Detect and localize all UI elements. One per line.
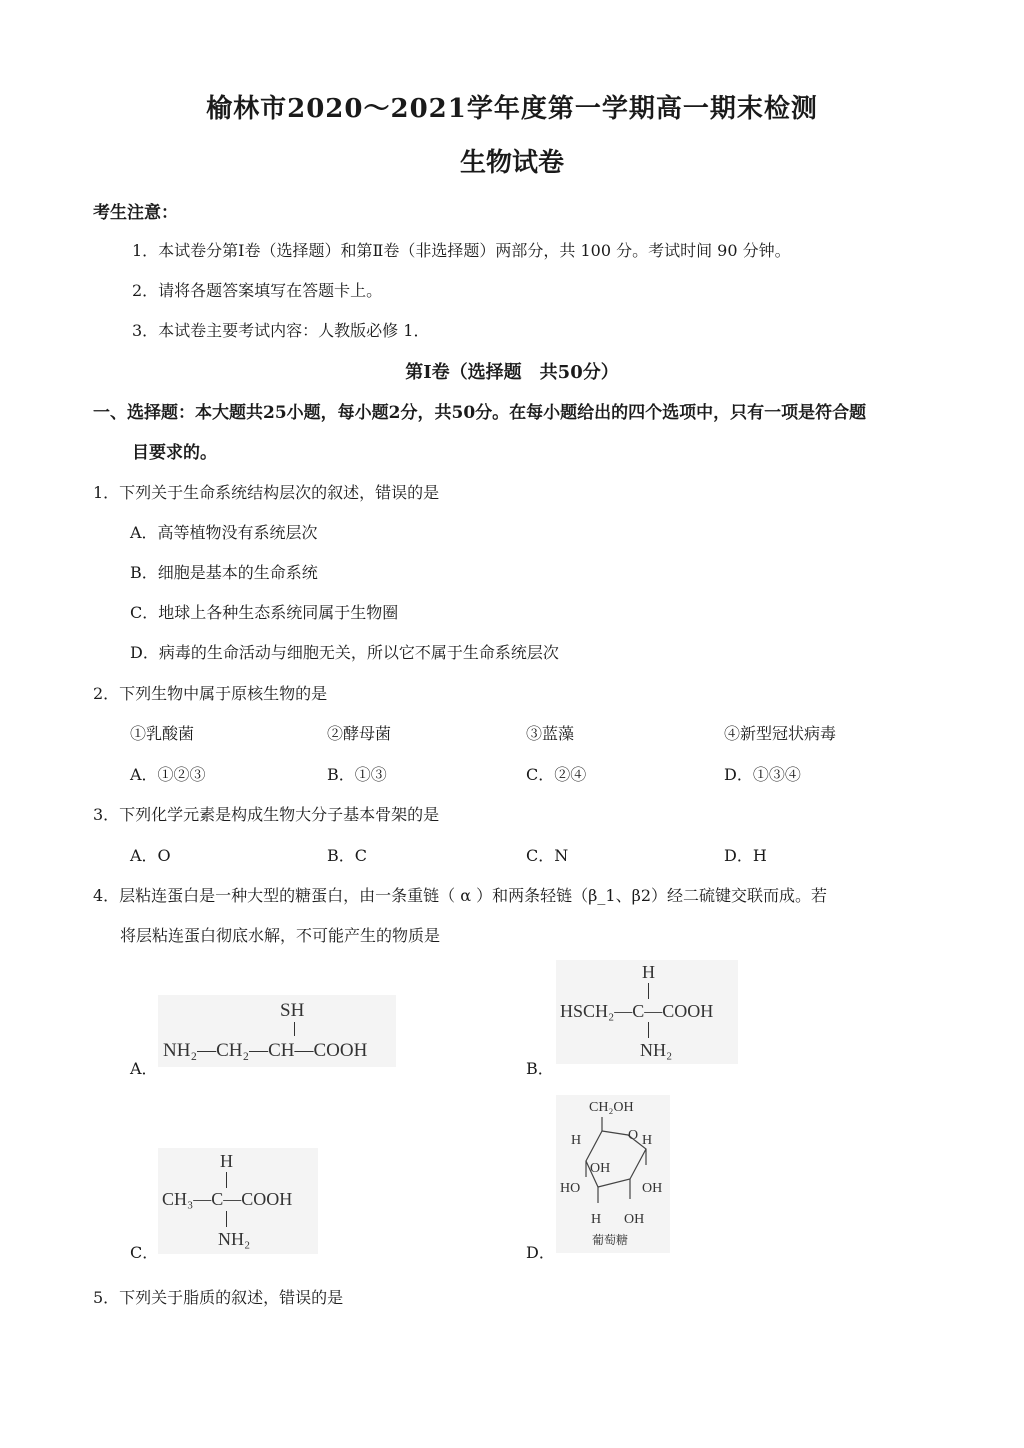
question-2-item-4: ④新型冠状病毒	[724, 724, 837, 743]
question-4-stem-line-1: 4．层粘连蛋白是一种大型的糖蛋白，由一条重链（ α ）和两条轻链（β_1、β2）经二硫键交联而成。若	[93, 886, 828, 905]
glucose-oh-upper: OH	[590, 1161, 611, 1176]
glucose-h-right: H	[642, 1133, 653, 1148]
structure-c-bond-top	[226, 1172, 227, 1188]
structure-b-h: H	[642, 962, 655, 982]
section-instructions-line-2: 目要求的。	[132, 443, 217, 463]
structure-a-formula: NH₂—CH₂—CH—COOH	[163, 1040, 368, 1061]
question-2-option-b: B．①③	[327, 765, 387, 784]
notice-item-1: 1．本试卷分第Ⅰ卷（选择题）和第Ⅱ卷（非选择题）两部分，共 100 分。考试时间 90 分钟。	[132, 241, 791, 260]
structure-a-sh: SH	[280, 1000, 305, 1021]
question-1-option-c: C．地球上各种生态系统同属于生物圈	[130, 603, 399, 622]
question-3-option-b: B．C	[327, 846, 368, 865]
question-3-stem: 3．下列化学元素是构成生物大分子基本骨架的是	[93, 805, 440, 824]
glucose-ring-drawing	[556, 1095, 670, 1253]
question-2-option-d: D．①③④	[724, 765, 801, 784]
glucose-caption: 葡萄糖	[592, 1233, 629, 1247]
exam-subtitle: 生物试卷	[459, 148, 564, 178]
question-2-item-2: ②酵母菌	[327, 724, 392, 743]
structure-c-nh2: NH₂	[218, 1229, 251, 1249]
question-2-item-1: ①乳酸菌	[130, 724, 195, 743]
glucose-h-left: H	[571, 1133, 582, 1148]
question-2-option-a: A．①②③	[130, 765, 206, 784]
notice-item-2: 2．请将各题答案填写在答题卡上。	[132, 281, 383, 300]
question-3-option-d: D．H	[724, 846, 767, 865]
notice-item-3: 3．本试卷主要考试内容：人教版必修 1．	[132, 321, 430, 340]
question-4-label-d: D．	[526, 1243, 555, 1262]
glucose-h-bottom: H	[591, 1212, 602, 1227]
question-4-label-b: B．	[526, 1059, 554, 1078]
question-3-option-a: A．O	[130, 846, 171, 865]
question-2-item-3: ③蓝藻	[526, 724, 575, 743]
structure-b-bond-top	[648, 983, 649, 999]
question-4-label-c: C．	[130, 1243, 159, 1262]
question-5-stem: 5．下列关于脂质的叙述，错误的是	[93, 1288, 344, 1307]
section-instructions-line-1: 一、选择题：本大题共25小题，每小题2分，共50分。在每小题给出的四个选项中，只有一项是符合题	[93, 403, 867, 423]
glucose-o: O	[628, 1128, 639, 1143]
structure-b-bond-bottom	[648, 1022, 649, 1038]
question-1-option-d: D．病毒的生命活动与细胞无关，所以它不属于生命系统层次	[130, 643, 559, 662]
question-3-option-c: C．N	[526, 846, 569, 865]
question-2-stem: 2．下列生物中属于原核生物的是	[93, 684, 328, 703]
glucose-ch2oh: CH₂OH	[589, 1100, 634, 1115]
question-1-option-b: B．细胞是基本的生命系统	[130, 563, 318, 582]
exam-title: 榆林市2020～2021学年度第一学期高一期末检测	[206, 94, 818, 124]
question-4-stem-line-2: 将层粘连蛋白彻底水解，不可能产生的物质是	[120, 926, 441, 945]
structure-b-formula: HSCH₂—C—COOH	[560, 1001, 714, 1021]
glucose-ho: HO	[560, 1181, 581, 1196]
section-heading: 第Ⅰ卷（选择题 共50分）	[405, 362, 619, 383]
glucose-oh-right: OH	[642, 1181, 663, 1196]
question-2-option-c: C．②④	[526, 765, 587, 784]
structure-c-bond-bottom	[226, 1211, 227, 1227]
structure-b-nh2: NH₂	[640, 1040, 673, 1060]
structure-c-formula: CH₃—C—COOH	[162, 1189, 293, 1209]
glucose-oh-bottom: OH	[624, 1212, 645, 1227]
question-4-label-a: A．	[130, 1059, 158, 1078]
structure-c-h: H	[220, 1151, 233, 1171]
notice-heading: 考生注意：	[93, 203, 178, 223]
question-1-stem: 1．下列关于生命系统结构层次的叙述，错误的是	[93, 483, 440, 502]
question-1-option-a: A．高等植物没有系统层次	[130, 523, 318, 542]
structure-a-bond	[294, 1022, 295, 1036]
